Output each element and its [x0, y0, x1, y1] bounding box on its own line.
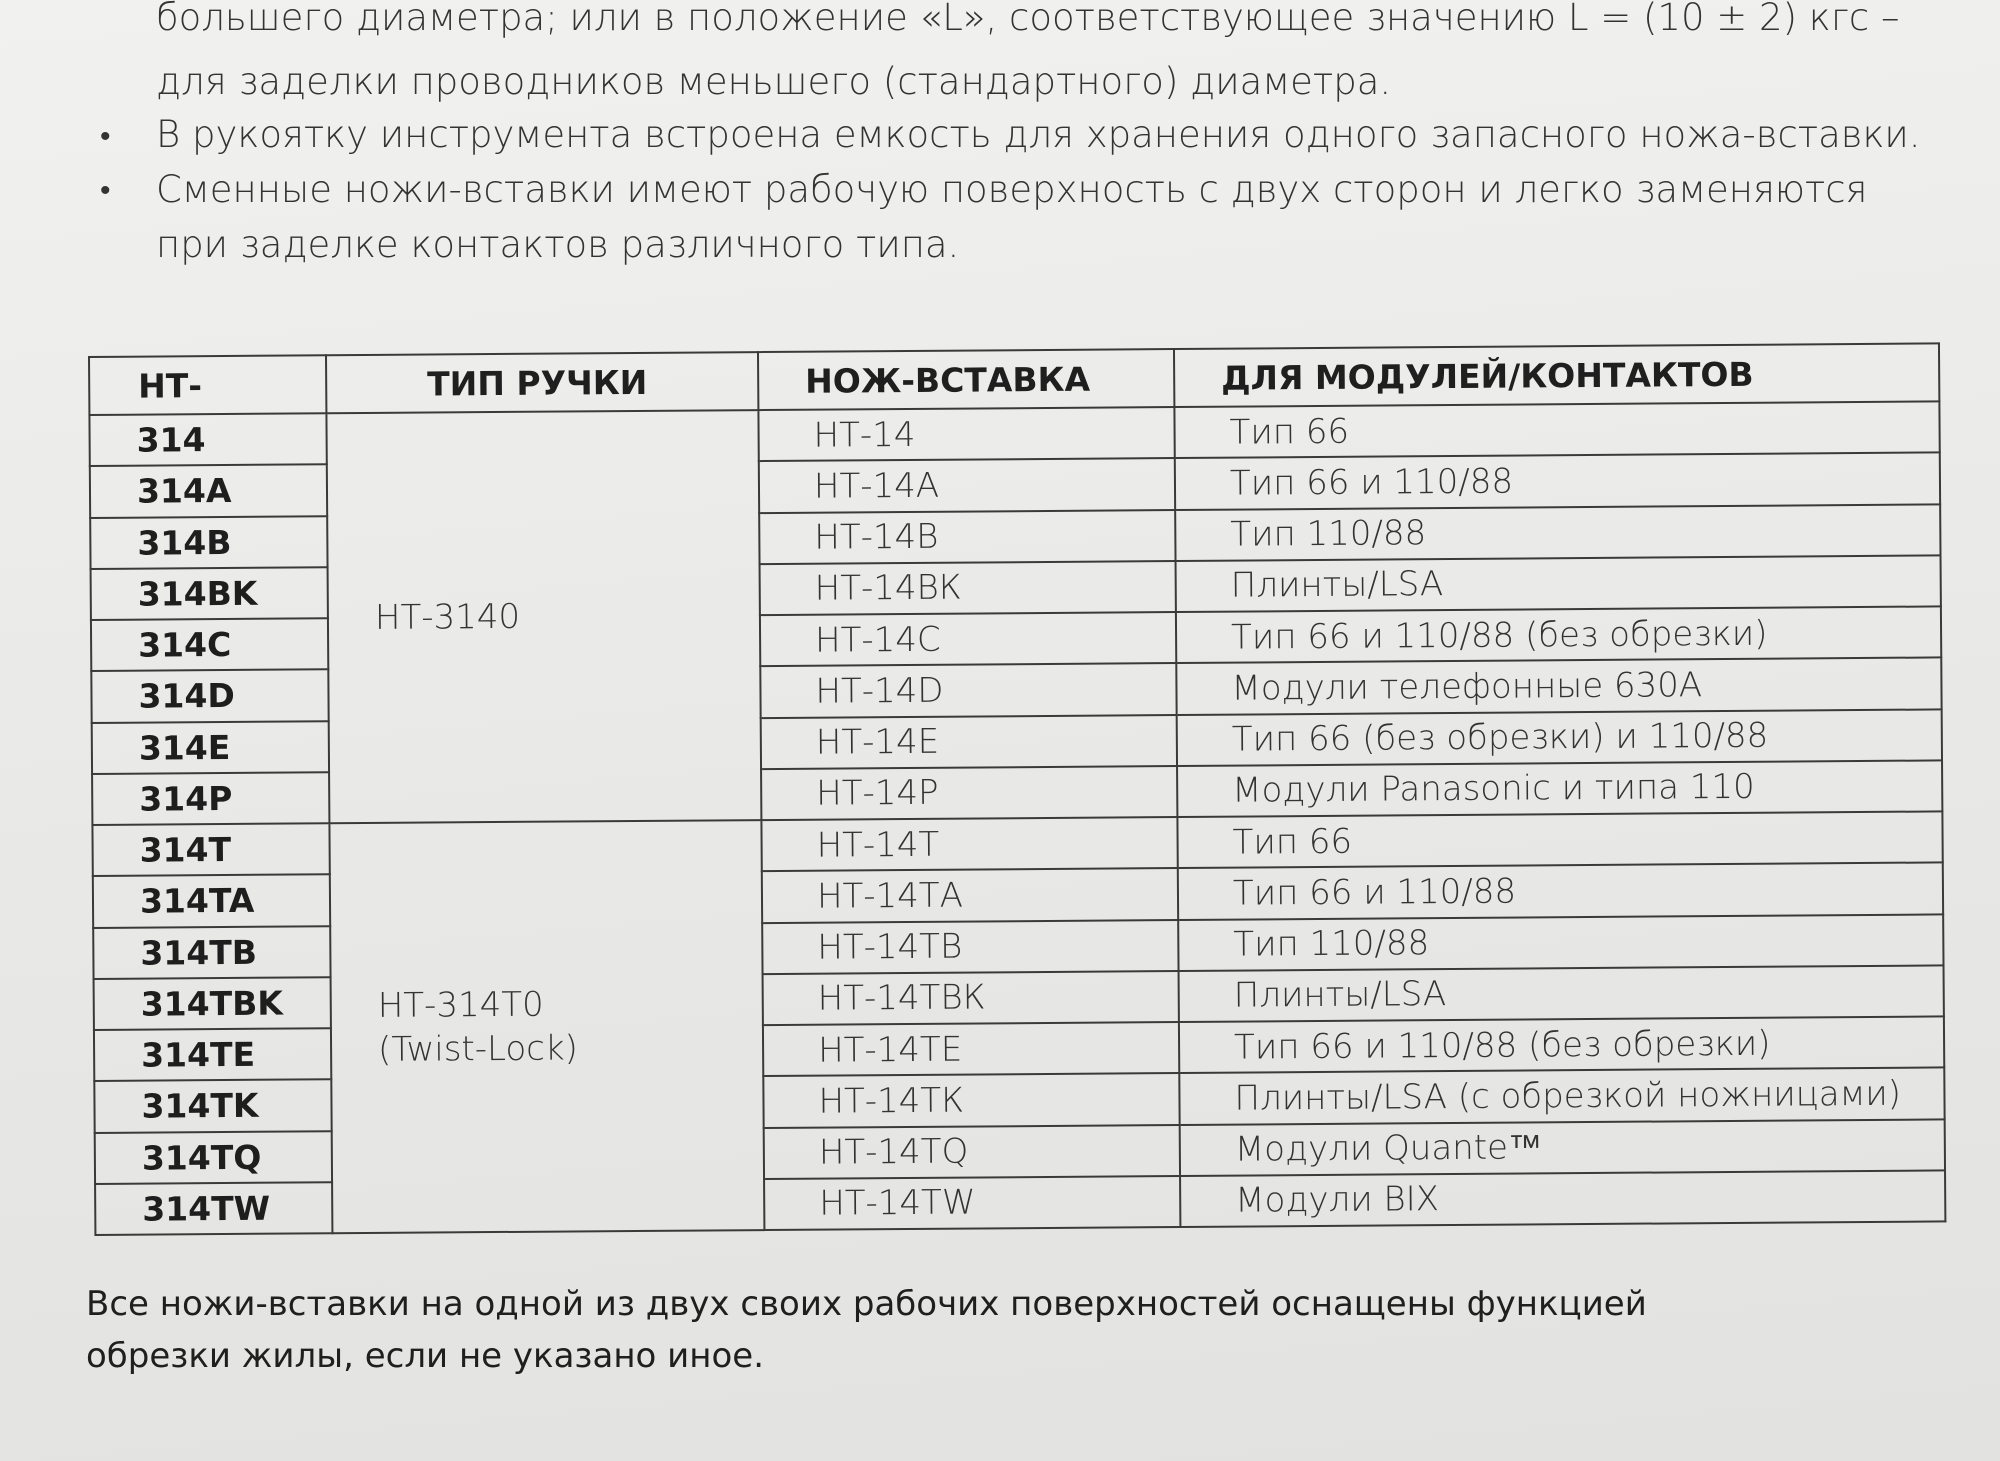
- modules-cell: Модули BIX: [1180, 1170, 1945, 1227]
- model-cell: 314P: [92, 772, 329, 825]
- model-cell: 314TBK: [94, 977, 331, 1030]
- tool-table: [88, 342, 1946, 1236]
- model-cell: 314TQ: [95, 1131, 332, 1184]
- modules-cell: Тип 66: [1174, 401, 1939, 458]
- blade-cell: НТ-14ТА: [762, 868, 1178, 922]
- handle-group-2: [329, 820, 764, 1233]
- model-cell: 314TK: [94, 1079, 331, 1132]
- blade-cell: НТ-14ТВ: [762, 920, 1178, 974]
- blade-cell: НТ-14А: [759, 458, 1175, 512]
- modules-cell: Тип 66 и 110/88 (без обрезки): [1179, 1016, 1944, 1073]
- model-cell: 314TW: [95, 1182, 332, 1235]
- modules-cell: Тип 66: [1177, 811, 1942, 868]
- modules-cell: Плинты/LSA: [1176, 555, 1941, 612]
- modules-cell: Модули телефонные 630А: [1176, 658, 1941, 715]
- handle-name: НТ-314Т0: [377, 984, 544, 1026]
- header-modules: ДЛЯ МОДУЛЕЙ/КОНТАКТОВ: [1174, 343, 1939, 407]
- blade-cell: НТ-14D: [760, 663, 1176, 717]
- modules-cell: Тип 66 и 110/88 (без обрезки): [1176, 606, 1941, 663]
- blade-cell: НТ-14ТВК: [763, 971, 1179, 1025]
- footer-line-1: Все ножи-вставки на одной из двух своих рабочих поверхностей оснащены функцией: [86, 1284, 1647, 1324]
- model-cell: 314C: [91, 618, 328, 671]
- model-cell: 314A: [90, 465, 327, 518]
- model-cell: 314: [89, 413, 326, 466]
- modules-cell: Модули Quante™: [1180, 1119, 1945, 1176]
- intro-line-1: большего диаметра; или в положение «L», соответствующее значению L = (10 ± 2) кгс –: [156, 0, 1900, 39]
- blade-cell: НТ-14ТК: [763, 1073, 1179, 1127]
- blade-cell: НТ-14ТQ: [764, 1125, 1180, 1179]
- modules-cell: Плинты/LSA: [1179, 965, 1944, 1022]
- modules-cell: Тип 66 и 110/88: [1178, 863, 1943, 920]
- handle-name: НТ-3140: [374, 596, 521, 638]
- handle-name-line2: (Twist-Lock): [377, 1028, 579, 1070]
- modules-cell: Тип 66 (без обрезки) и 110/88: [1177, 709, 1942, 766]
- header-blade: НОЖ-ВСТАВКА: [758, 349, 1174, 410]
- modules-cell: Тип 110/88: [1178, 914, 1943, 971]
- blade-cell: НТ-14ТW: [764, 1176, 1180, 1230]
- modules-cell: Модули Panasonic и типа 110: [1177, 760, 1942, 817]
- model-cell: 314TB: [93, 926, 330, 979]
- blade-cell: НТ-14: [758, 407, 1174, 461]
- model-cell: 314T: [92, 823, 329, 876]
- intro-line-5: при заделке контактов различного типа.: [156, 223, 960, 266]
- header-handle-type: ТИП РУЧКИ: [326, 352, 758, 413]
- model-cell: 314BK: [91, 567, 328, 620]
- modules-cell: Плинты/LSA (с обрезкой ножницами): [1179, 1068, 1944, 1125]
- bullet-icon: •: [100, 119, 111, 154]
- model-cell: 314TE: [94, 1028, 331, 1081]
- modules-cell: Тип 66 и 110/88: [1175, 453, 1940, 510]
- footer-note: [86, 1278, 1647, 1382]
- blade-cell: НТ-14С: [760, 612, 1176, 666]
- blade-cell: НТ-14ВК: [760, 561, 1176, 615]
- model-cell: 314E: [92, 721, 329, 774]
- intro-line-2: для заделки проводников меньшего (стандартного) диаметра.: [156, 60, 1392, 103]
- model-cell: 314TA: [93, 874, 330, 927]
- blade-cell: НТ-14В: [759, 510, 1175, 564]
- model-cell: 314B: [90, 516, 327, 569]
- modules-cell: Тип 110/88: [1175, 504, 1940, 561]
- blade-cell: НТ-14Т: [761, 817, 1177, 871]
- header-model: НТ-: [89, 355, 326, 415]
- model-cell: 314D: [91, 669, 328, 722]
- blade-cell: НТ-14ТЕ: [763, 1022, 1179, 1076]
- blade-cell: НТ-14Е: [761, 715, 1177, 769]
- blade-cell: НТ-14Р: [761, 766, 1177, 820]
- footer-line-2: обрезки жилы, если не указано иное.: [86, 1336, 765, 1376]
- intro-line-3: В рукоятку инструмента встроена емкость для хранения одного запасного ножа-вставки.: [156, 113, 1921, 156]
- intro-line-4: Сменные ножи-вставки имеют рабочую поверхность с двух сторон и легко заменяются: [156, 168, 1868, 211]
- bullet-icon: •: [100, 173, 111, 208]
- handle-group-1: [326, 410, 761, 823]
